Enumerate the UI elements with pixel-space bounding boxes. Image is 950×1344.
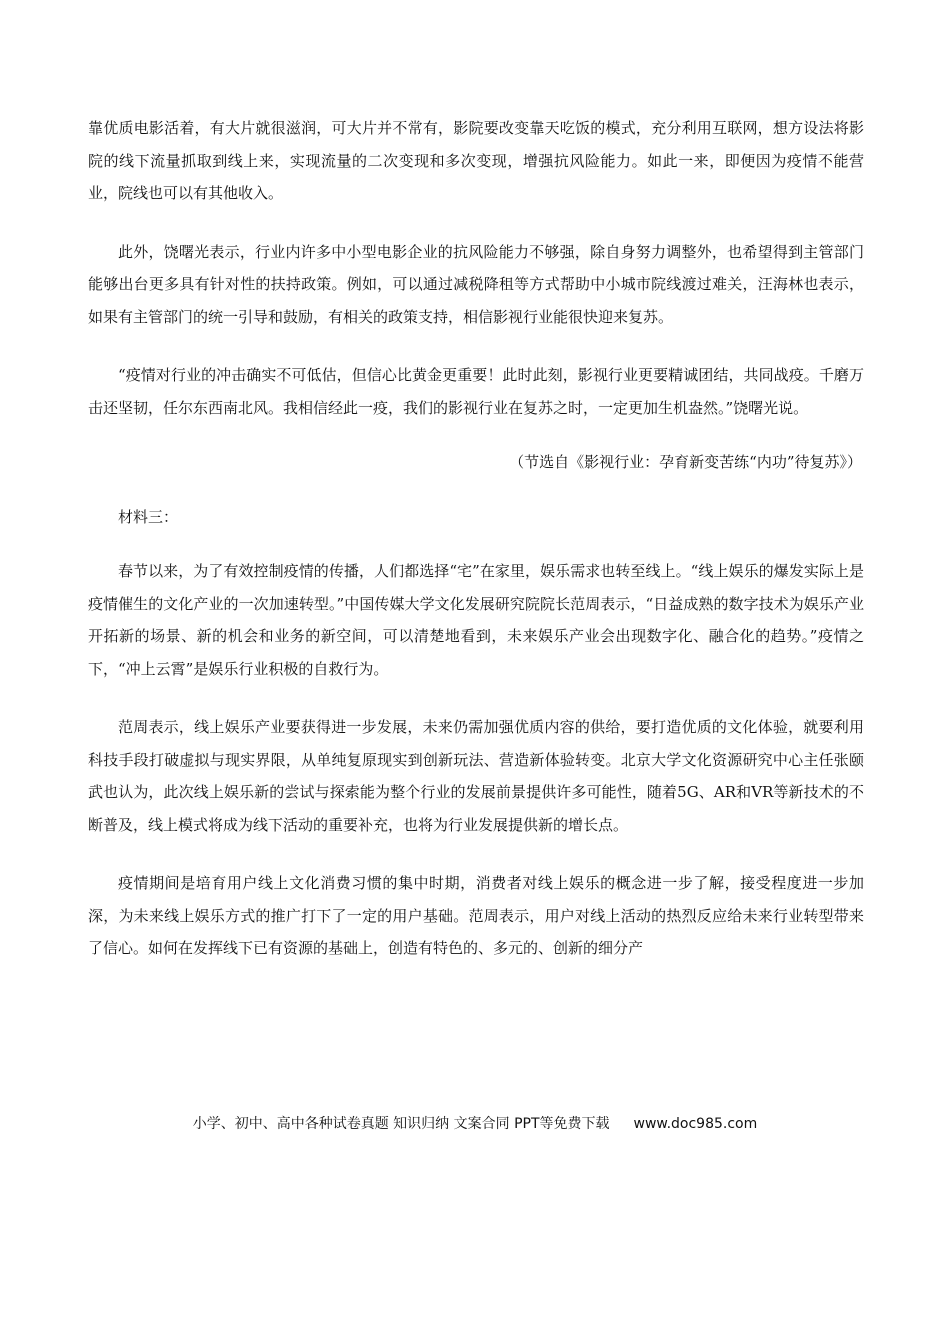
footer-site-link[interactable]: www.doc985.com <box>633 1116 758 1132</box>
material-paragraph-1: 春节以来，为了有效控制疫情的传播，人们都选择“宅”在家里，娱乐需求也转至线上。“线上娱乐的爆发实际上是疫情催生的文化产业的一次加速转型。”中国传媒大学文化发展研究院院长范周表示，“日益成熟的数字技术为娱乐产业开拓新的场景、新的机会和业务的新空间，可以清楚地看到，未来娱乐产业会出现数字化、融合化的趋势。”疫情之下，“冲上云霄”是娱乐行业积极的自救行为。 <box>88 562 864 678</box>
material-label: 材料三： <box>118 507 179 526</box>
source-citation: （节选自《影视行业：孕育新变苦练“内功”待复苏》） <box>509 453 862 471</box>
material-paragraph-2: 范周表示，线上娱乐产业要获得进一步发展，未来仍需加强优质内容的供给，要打造优质的文化体验，就要利用科技手段打破虚拟与现实界限，从单纯复原现实到创新玩法、营造新体验转变。北京大学文化资源研究中心主任张颐武也认为，此次线上娱乐新的尝试与探索能为整个行业的发展前景提供许多可能性，随着5G、AR和VR等新技术的不断普及，线上模式将成为线下活动的重要补充，也将为行业发展提供新的增长点。 <box>88 718 864 834</box>
page-footer <box>0 1113 950 1133</box>
footer-text: 小学、初中、高中各种试卷真题 知识归纳 文案合同 PPT等免费下载 <box>192 1116 610 1132</box>
material-paragraph-3: 疫情期间是培育用户线上文化消费习惯的集中时期，消费者对线上娱乐的概念进一步了解，接受程度进一步加深，为未来线上娱乐方式的推广打下了一定的用户基础。范周表示，用户对线上活动的热烈反应给未来行业转型带来了信心。如何在发挥线下已有资源的基础上，创造有特色的、多元的、创新的细分产 <box>88 874 864 957</box>
paragraph-rao-shuguang: 此外，饶曙光表示，行业内许多中小型电影企业的抗风险能力不够强，除自身努力调整外，也希望得到主管部门能够出台更多具有针对性的扶持政策。例如，可以通过减税降租等方式帮助中小城市院线渡过难关，汪海林也表示，如果有主管部门的统一引导和鼓励，有相关的政策支持，相信影视行业能很快迎来复苏。 <box>88 242 864 326</box>
paragraph-quote: “疫情对行业的冲击确实不可低估，但信心比黄金更重要！此时此刻，影视行业更要精诚团结，共同战疫。千磨万击还坚韧，任尔东西南北风。我相信经此一疫，我们的影视行业在复苏之时，一定更加生机盎然。”饶曙光说。 <box>88 366 864 417</box>
document-body <box>88 112 864 965</box>
paragraph-continued: 靠优质电影活着，有大片就很滋润，可大片并不常有，影院要改变靠天吃饭的模式，充分利用互联网，想方设法将影院的线下流量抓取到线上来，实现流量的二次变现和多次变现，增强抗风险能力。如此一来，即便因为疫情不能营业，院线也可以有其他收入。 <box>88 119 864 202</box>
